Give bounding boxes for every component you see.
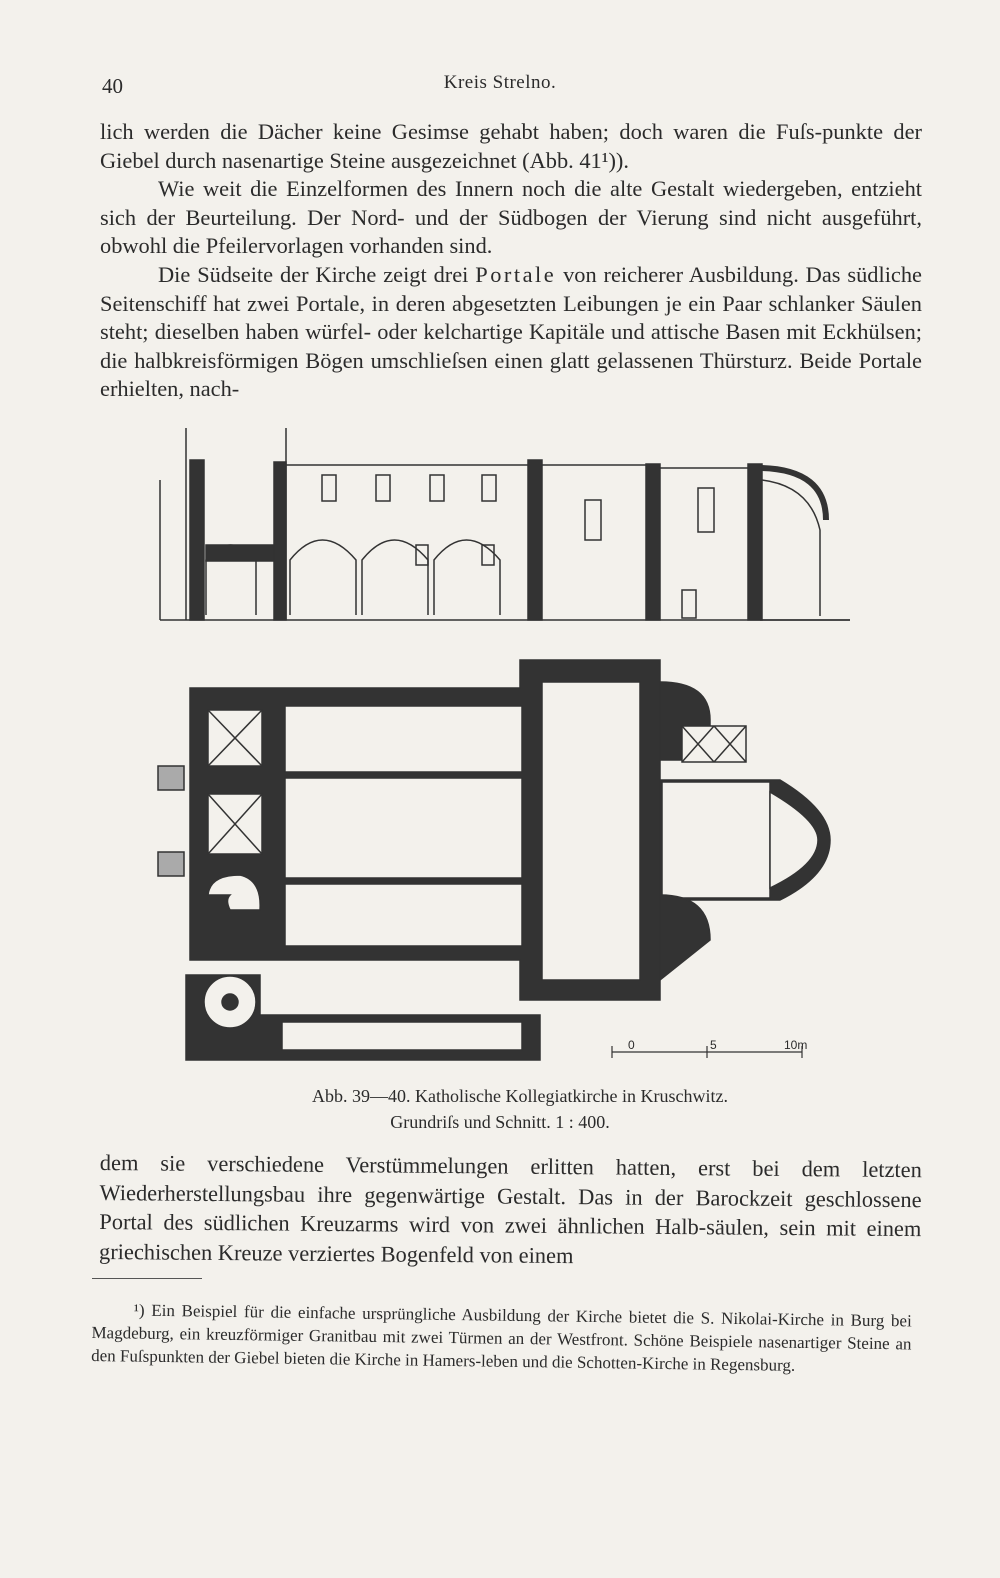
portale-spaced-word: Portale — [475, 261, 557, 287]
paragraph-4: dem sie verschiedene Verstümmelungen erlitten hatten, erst bei dem letzten Wiederherstellungsbau ihre gegenwärtige Gestalt. Das in der Barockzeit geschlossene Portal des südlichen Kreuzarms wird von zwei ähnlichen Halb-säulen, sein mit einem griechischen Kreuze verziertes Bogenfeld von einem — [98, 1149, 922, 1268]
floor-plan — [158, 660, 830, 1060]
paragraph-3-start: Die Südseite der Kirche zeigt drei — [158, 261, 469, 287]
church-figure — [150, 420, 850, 1080]
section-elevation — [160, 428, 850, 620]
page-number: 40 — [102, 74, 123, 98]
scale-label-5: 5 — [710, 1038, 717, 1052]
running-title: Kreis Strelno. — [443, 72, 557, 93]
footnote — [91, 1298, 912, 1378]
body-text-top — [100, 118, 922, 404]
scale-label-10: 10m — [784, 1038, 808, 1052]
body-text-bottom — [99, 1148, 922, 1273]
footnote-1 — [91, 1298, 912, 1378]
figure-caption-line-1: Abb. 39—40. Katholische Kollegiatkirche in Kruschwitz. — [312, 1086, 728, 1106]
figure-caption-line-2: Grundriſs und Schnitt. 1 : 400. — [390, 1112, 610, 1132]
paragraph-3 — [100, 261, 922, 404]
church-drawing — [150, 420, 850, 1080]
footnote-text: Ein Beispiel für die einfache ursprüngliche Ausbildung der Kirche bietet die S. Nikolai-Kirche in Burg bei Magdeburg, ein kreuzförmiger Granitbau mit zwei Türmen an der Westfront. Schöne Beispiele nasenartiger Steine an den Fuſspunkten der Giebel bieten die Kirche in Hamers-leben und die Schotten-Kirche in Regensburg. — [91, 1300, 912, 1375]
footnote-marker: ¹) — [133, 1300, 145, 1320]
scale-bar — [612, 1046, 802, 1058]
footnote-rule — [92, 1278, 202, 1279]
paragraph-1: lich werden die Dächer keine Gesimse gehabt haben; doch waren die Fuſs-punkte der Giebel durch nasenartige Steine ausgezeichnet (Abb. 41¹)). — [100, 119, 922, 173]
paragraph-3-rest: von reicherer Ausbildung. Das südliche Seitenschiff hat zwei Portale, in deren abgesetzten Leibungen je ein Paar schlanker Säulen steht; dieselben haben würfel- oder kelchartige Kapitäle und attische Basen mit Eckhülsen; die halbkreisförmigen Bögen umschlieſsen einen glatt gelassenen Thürsturz. Beide Portale erhielten, nach- — [100, 261, 922, 402]
scale-label-0: 0 — [628, 1038, 635, 1052]
paragraph-2: Wie weit die Einzelformen des Innern noch die alte Gestalt wiedergeben, entzieht sich der Beurteilung. Der Nord- und der Südbogen der Vierung sind nicht ausgeführt, obwohl die Pfeilervorlagen vorhanden sind. — [100, 176, 922, 259]
